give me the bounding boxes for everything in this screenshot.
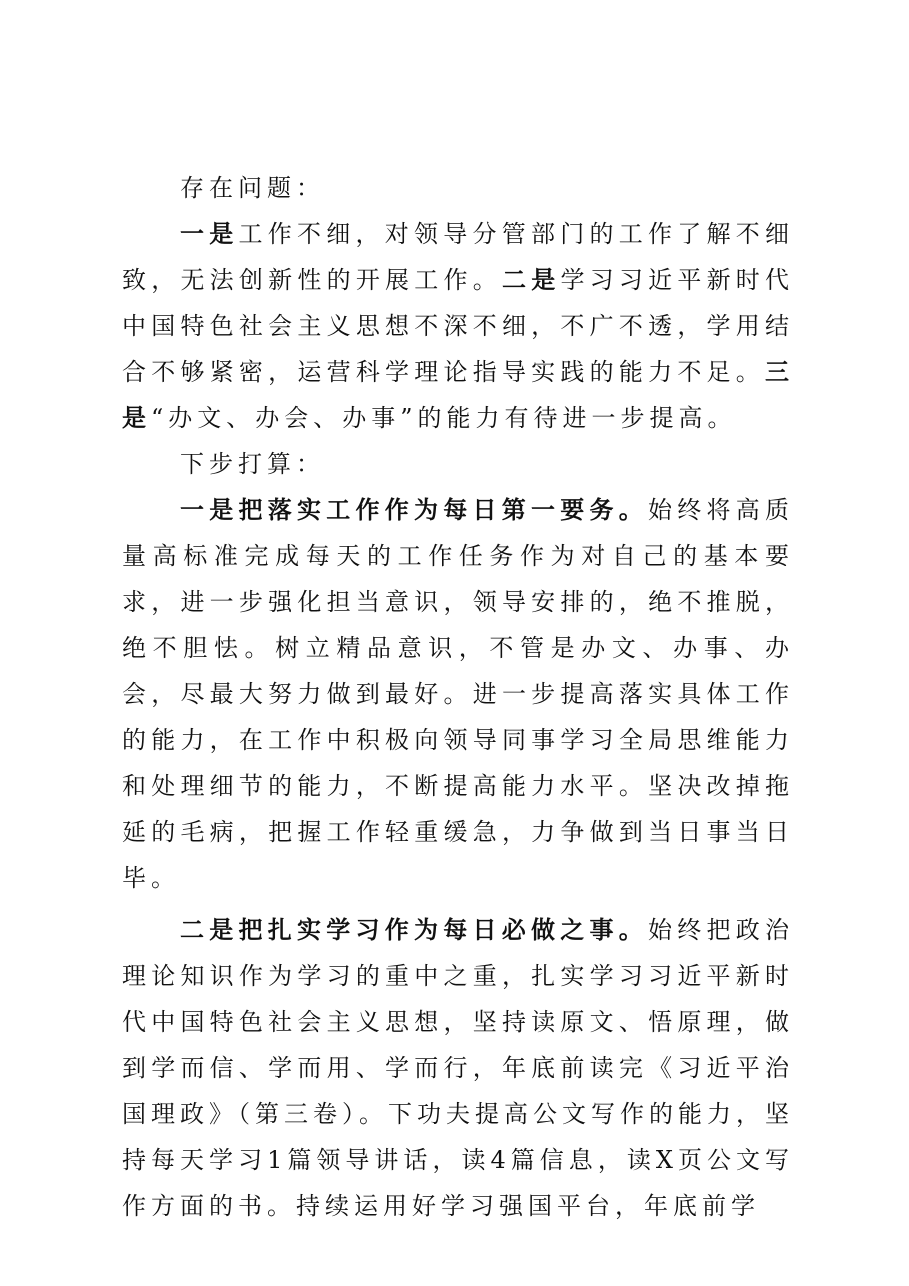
plan-two-lead: 二是把扎实学习作为每日必做之事。 bbox=[180, 915, 648, 944]
heading-problems: 存在问题： bbox=[180, 174, 325, 202]
plan-two-text: 始终把政治理论知识作为学习的重中之重，扎实学习习近平新时代中国特色社会主义思想，坚持读原文、悟原理，做到学而信、学而用、学而行，年底前读完《习近平治国理政》（第三卷）。下功夫提高公文写作的能力，坚持每天学习1篇领导讲话，读4篇信息，读X页公文写作方面的书。持续运用好学习强国平台，年底前学 bbox=[122, 916, 794, 1220]
document-body bbox=[122, 165, 794, 1229]
plan-one-text: 始终将高质量高标准完成每天的工作任务作为对自己的基本要求，进一步强化担当意识，领导安排的，绝不推脱，绝不胆怯。树立精品意识，不管是办文、办事、办会，尽最大努力做到最好。进一步提高落实具体工作的能力，在工作中积极向领导同事学习全局思维能力和处理细节的能力，不断提高能力水平。坚决改掉拖延的毛病，把握工作轻重缓急，力争做到当日事当日毕。 bbox=[122, 496, 794, 892]
plan-one-lead: 一是把落实工作作为每日第一要务。 bbox=[180, 495, 648, 524]
problems-paragraph bbox=[122, 211, 794, 441]
problem-two-lead: 二是 bbox=[501, 265, 561, 294]
problem-one-lead: 一是 bbox=[180, 219, 239, 248]
problem-three-lead: 三是 bbox=[122, 357, 794, 432]
problem-two-text: 学习习近平新时代中国特色社会主义思想不深不细，不广不透，学用结合不够紧密，运营科学理论指导实践的能力不足。 bbox=[122, 266, 795, 386]
problem-one-text: 工作不细，对领导分管部门的工作了解不细致，无法创新性的开展工作。 bbox=[122, 220, 794, 294]
heading-plan: 下步打算： bbox=[180, 450, 325, 478]
problem-three-text: “办文、办会、办事”的能力有待进一步提高。 bbox=[151, 404, 737, 432]
plan-two-paragraph bbox=[122, 907, 794, 1229]
plan-one-paragraph bbox=[122, 487, 794, 901]
